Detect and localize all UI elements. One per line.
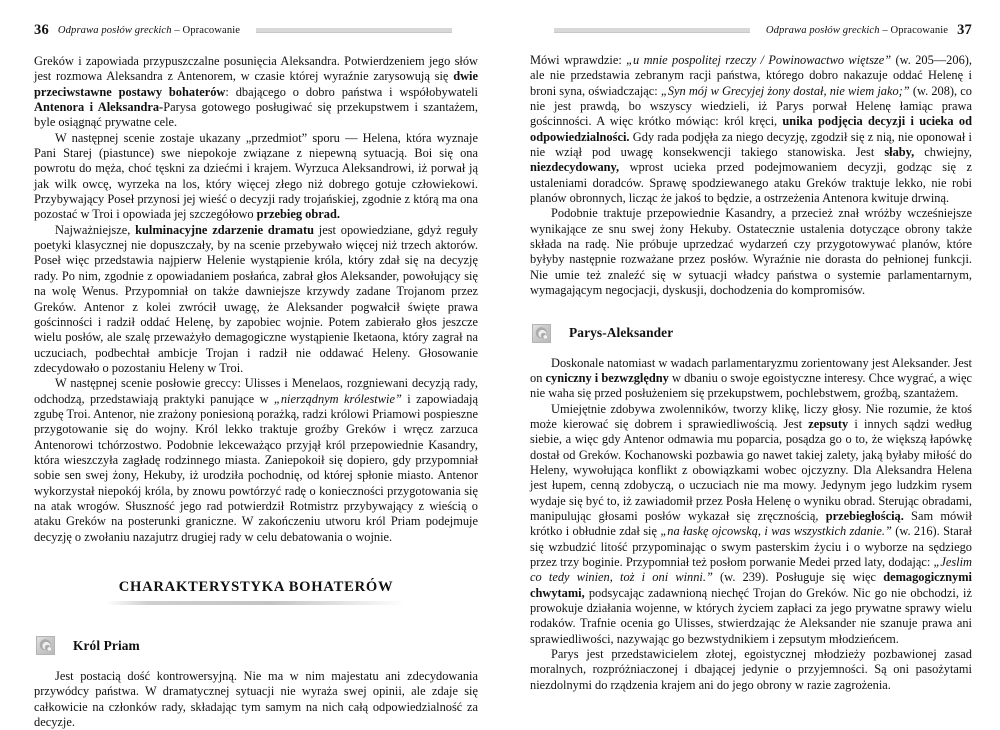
header-rule-right [554,28,750,33]
paragraph: Doskonale natomiast w wadach parlamentaryzmu zorientowany jest Aleksander. Jest on cyniczny i bezwzględny w dbaniu o swoje egoistyczne interesy. Chce wygrać, a więc nie waha się przed posłużeniem się przekupstwem, pochlebstwem, groźbą, szantażem. [530,355,972,401]
paragraph: Jest postacią dość kontrowersyjną. Nie ma w nim majestatu ani zdecydowania przywódcy państwa. W dramatycznej sytuacji nie wyraża swej opinii, ale zdaje się całkowicie na członków rady, składając tym samym na nich całą odpowiedzialność za decyzje. [34,669,478,730]
running-head-right [530,22,972,38]
running-title-left [58,25,240,36]
section-divider [106,601,406,605]
character-body-right [530,356,972,694]
paragraph: Mówi wprawdzie: „u mnie pospolitej rzeczy / Powinowactwo więtsze” (w. 205—206), ale nie przedstawia zebranym racji państwa, którego dobro nakazuje oddać Helenę i broni syna, oświadczając: „Syn mój w Grecyjej żony dostał, nie wiem jako;” (w. 208), co nie jest prawdą, bo wszyscy wiedzieli, iż Parys porwał Helenę łamiąc prawa gościnności. A więc krótko mówiąc: król kręci, unika podjęcia decyzji i ucieka od odpowiedzialności. Gdy rada podjęła za niego decyzję, zgodził się z nią, nie oponował i nie wziął pod uwagę konsekwencji takiego stanowiska. Jest słaby, chwiejny, niezdecydowany, wprost ucieka przed podejmowaniem decyzji, godząc się z ustaleniami doradców. Sprawę spodziewanego ataku Greków traktuje lekko, nie robi planów obronnych, licząc że jakoś to będzie, a ostrzeżenia Antenora kwituje drwiną. [530,53,972,206]
page-number-right: 37 [957,21,972,38]
swirl-ornament-icon [36,636,55,655]
section-title: CHARAKTERYSTYKA BOHATERÓW [118,579,394,595]
paragraph: Podobnie traktuje przepowiednie Kasandry, a przecież znał wróżby wcześniejsze wynikające ze snu swej żony Hekuby. Ostatecznie ustalenia dotyczące obrony także składa na radę. Nie próbuje uprzedzać wydarzeń czy przygotowywać planów, które byłyby następnie rozważane przez posłów. Wyraźnie nie dorasta do pełnionej funkcji. Nie umie też znaleźć się w sytuacji władcy państwa o systemie parlamentarnym, wymagającym negocjacji, dyskusji, dochodzenia do kompromisów. [530,206,972,298]
swirl-ornament-icon [532,324,551,343]
character-title: Parys-Aleksander [569,325,674,340]
character-heading-parys-aleksander [530,324,972,343]
running-title-right [766,25,948,36]
character-heading-krol-priam [34,636,478,655]
running-title-right-italic: Odprawa posłów greckich [765,24,880,36]
running-title-left-italic: Odprawa posłów greckich [57,24,172,36]
running-title-left-rest: – Opracowanie [171,24,241,36]
running-head-left [34,22,478,38]
page-number-left: 36 [34,21,49,38]
paragraph: Umiejętnie zdobywa zwolenników, tworzy klikę, liczy głosy. Nie rozumie, że ktoś może kierować się dobrem i sprawiedliwością. Jest zepsuty i innych sądzi według siebie, a więc gdy Antenor odmawia mu poparcia, posądza go o to, że większą łapówkę dostał od Greków. Kochanowski pozbawia go nawet takiej zalety, jaką byłaby miłość do Heleny, wywołująca konflikt z obowiązkami wobec ojczyzny. Dla Aleksandra Helena jest łupem, cenną zdobyczą, o uczuciach nie ma mowy. Jedynym jego ludzkim rysem wydaje się być to, iż zawiadomił przez Posła Helenę o wyniku obrad. Sterując obradami, manipulując głosami posłów wykazał się zręcznością, przebiegłością. Sam mówił krótko i obłudnie zdał się „na łaskę ojcowską, i was wszystkich zdanie.” (w. 216). Starał się wzbudzić litość przypominając o swym pasterskim życiu i o wyborze na sędziego przez trzy boginie. Przypomniał też posłom porwanie Medei przed laty, dodając: „Jeslim co tedy winien, toż i oni winni.” (w. 239). Posługuje się więc demagogicznymi chwytami, podsycając zadawnioną niechęć Trojan do Greków. Nic go nie obchodzi, iż prowokuje działania wojenne, w których życiem zapłaci za jego prywatne sprawy wielu rodaków. Trafnie ocenia go Ulisses, stwierdzając że Aleksander nie szanuje prawa ani sprawiedliwości, nazywając go bezwstydnikiem i zepsutym młodzieńcem. [530,401,972,646]
paragraph: W następnej scenie posłowie greccy: Ulisses i Menelaos, rozgniewani decyzją rady, odchodzą, przedstawiają praktyki panujące w „nierządnym królestwie” i zapowiadają zgubę Troi. Antenor, nie zrażony poniesioną porażką, radzi królowi Priamowi pospieszne przygotowanie się do wojny. Król lekko traktuje groźby Greków i wręcz zarzuca Antenorowi tchórzostwo. Podobnie lekceważąco przyjął król przepowiednie Kasandry, która wieszczyła zagładę rodzinnego miasta. Zaniepokoił się dopiero, gdy przypomniał sobie sen swej żony, Hekuby, iż urodziła pochodnię, od której spłonie miasto. Antenor wykorzystał niepokój króla, by znowu powtórzyć radę o konieczności przygotowania się na atak wrogów. Słuszność jego rad potwierdził Rotmistrz przybywający z wieścią o ataku Greków na posterunki graniczne. W zakończeniu utworu król Priam podejmuje decyzję o zwołaniu nazajutrz drugiej rady w celu debatowania o wojnie. [34,376,478,544]
paragraph: W następnej scenie zostaje ukazany „przedmiot” sporu — Helena, która wyznaje Pani Starej (piastunce) swe niepokoje związane z niepewną sytuacją. Boi się ona powrotu do męża, choć tęskni za dziećmi i krajem. Wyrzuca Aleksandrowi, iż porwał ją jak wilk owcę, wyrzeka na los, który więcej złego niż dobrego gotuje człowiekowi. Przybywający Poseł przynosi jej wieść o decyzji rady trojańskiej, zgodnie z którą ma ona pozostać w Troi i opowiada jej szczegółowo przebieg obrad. [34,130,478,222]
running-title-right-rest: – Opracowanie [879,24,949,36]
paragraph: Greków i zapowiada przypuszczalne posunięcia Aleksandra. Potwierdzeniem jego słów jest rozmowa Aleksandra z Antenorem, w czasie której wyraźnie zarysowują się dwie przeciwstawne postawy bohaterów: dbającego o dobro państwa i współobywateli Antenora i Aleksandra-Parysa gotowego posługiwać się przekupstwem i szantażem, byle osiągnąć prywatne cele. [34,54,478,130]
body-text-right [530,53,972,299]
paragraph: Parys jest przedstawicielem złotej, egoistycznej młodzieży pozbawionej zasad moralnych, rozpróżniaczonej i dbającej jedynie o przyjemności. Są oni pasożytami niezdolnymi do rządzenia krajem ani do jego obrony w razie zagrożenia. [530,647,972,692]
header-rule-left [256,28,452,33]
section-heading-block [34,578,478,605]
paragraph: Najważniejsze, kulminacyjne zdarzenie dramatu jest opowiedziane, gdyż reguły poetyki klasycznej nie dopuszczały, by na scenie przebywało więcej niż trzech aktorów. Poseł więc przedstawia najpierw Helenie wystąpienie króla, który zdał się na decyzję rady. Po nim, zgodnie z opowiadaniem posłańca, zabrał głos Aleksander, powołujący się na wolę Wenus. Przypomniał on także dawniejsze krzywdy zadane Trojanom przez Greków. Antenor z kolei zwrócił uwagę, że Aleksander pogwałcił święte prawa gościnności i radził oddać Helenę, by zapobiec wojnie. Potem zabierało głos jeszcze wielu posłów, ale szalę przeważyło demagogiczne wystąpienie Iketaona, który zagrał na uczuciach, podbechtał ambicje Trojan i radził nie oddawać Heleny. Głosowanie zdecydowało o pozostaniu Heleny w Troi. [34,222,478,375]
character-body-left [34,669,478,730]
character-title: Król Priam [73,637,140,653]
page-right [500,0,1000,712]
body-text-left [34,54,478,545]
